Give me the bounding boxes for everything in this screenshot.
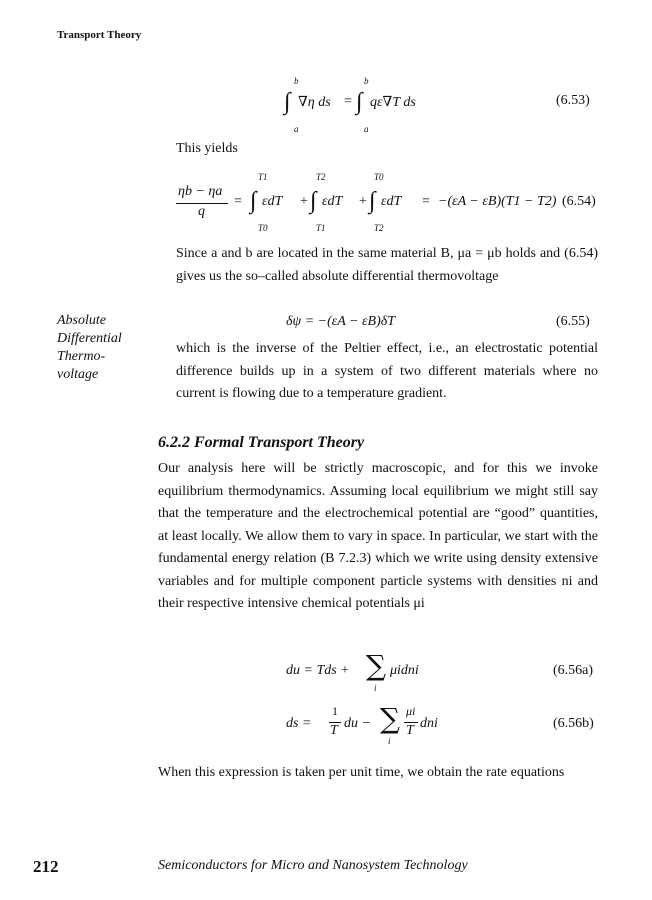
eq-654-int1-lower: T0: [258, 223, 268, 233]
paragraph-peltier: which is the inverse of the Peltier effect, i.e., an electrostatic potential difference builds up in a system of two different materials where no current is flowing due to a temperature gradient.: [176, 341, 598, 401]
eq-656b-frac1-num: 1: [332, 704, 338, 718]
eq-654-rhs: −(εA − εB)(T1 − T2): [438, 194, 557, 209]
section-heading: 6.2.2 Formal Transport Theory: [158, 434, 365, 451]
eq-654-int2-upper: T2: [316, 172, 326, 182]
eq-654-int1-sign: ∫: [250, 188, 257, 214]
eq-654-int3-lower: T2: [374, 223, 384, 233]
eq-656a-number: (6.56a): [553, 663, 594, 678]
eq-656b-number: (6.56b): [553, 716, 594, 731]
eq-654-plus-2: +: [359, 194, 367, 209]
eq-656b-sum-sign: ∑: [380, 702, 400, 735]
paragraph-since: Since a and b are located in the same material B, μa = μb holds and (6.54) gives us the so–called absolute differential thermovoltage: [176, 246, 598, 284]
eq-656b-frac2-den: T: [406, 723, 414, 738]
margin-note: [57, 312, 157, 384]
page-number: 212: [33, 857, 59, 876]
eq-655-number: (6.55): [556, 314, 590, 329]
eq-656a-sum-sign: ∑: [366, 649, 386, 682]
eq-656b-frac2-num: μi: [406, 704, 416, 718]
eq-654-int2-lower: T1: [316, 223, 326, 233]
eq-653-equals: =: [344, 94, 352, 109]
eq-653-lhs-lower-limit: a: [294, 124, 299, 134]
eq-656a-sum-index: i: [374, 683, 377, 693]
eq-656b-sum-index: i: [388, 736, 391, 746]
eq-653-rhs-upper-limit: b: [364, 76, 369, 86]
eq-653-lhs-integral-sign: ∫: [284, 89, 291, 115]
eq-654-plus-1: +: [300, 194, 308, 209]
eq-654-int1-upper: T1: [258, 172, 268, 182]
eq-653-rhs-lower-limit: a: [364, 124, 369, 134]
eq-653-rhs-body: qε∇T ds: [370, 95, 416, 110]
eq-654-int3-body: εdT: [381, 194, 402, 209]
eq-656b-frac1-den: T: [330, 723, 338, 738]
eq-653-rhs-integral-sign: ∫: [356, 89, 363, 115]
eq-656b-lhs: ds =: [286, 716, 312, 731]
margin-note-line-3: Thermo-: [57, 349, 106, 364]
eq-653-lhs-body: ∇η ds: [298, 95, 331, 110]
equation-6-53: [280, 72, 440, 134]
footer-book-title: Semiconductors for Micro and Nanosystem Technology: [158, 858, 468, 873]
margin-note-line-4: voltage: [57, 367, 99, 382]
equation-6-54: [176, 168, 556, 238]
paragraph-analysis: Our analysis here will be strictly macroscopic, and for this we invoke equilibrium thermodynamics. Assuming local equilibrium we might still say that the temperature and the electrochemical potential are “good” quantities, at least locally. We allow them to vary in space. In particular, we start with the fundamental energy relation (B 7.2.3) which we write using density extensive variables and for multiple component particle systems with densities ni and their respective intensive chemical potentials μi: [158, 461, 598, 611]
margin-note-line-1: Absolute: [57, 313, 106, 328]
margin-note-line-2: Differential: [57, 331, 122, 346]
eq-656a-rhs: μidni: [390, 663, 419, 678]
text-this-yields: This yields: [176, 141, 238, 156]
running-header: Transport Theory: [57, 29, 142, 41]
equation-6-56b: [286, 702, 506, 752]
eq-654-int2-sign: ∫: [310, 188, 317, 214]
eq-653-number: (6.53): [556, 93, 590, 108]
eq-656b-rhs: dni: [420, 716, 438, 731]
paragraph-rate-equations: When this expression is taken per unit time, we obtain the rate equations: [158, 765, 565, 780]
eq-654-int3-upper: T0: [374, 172, 384, 182]
eq-655-body: δψ = −(εA − εB)δT: [286, 314, 396, 329]
eq-654-int1-body: εdT: [262, 194, 283, 209]
eq-653-lhs-upper-limit: b: [294, 76, 299, 86]
eq-654-fraction-numerator: ηb − ηa: [178, 184, 223, 199]
eq-654-number: (6.54): [562, 194, 596, 209]
eq-654-equals: =: [234, 194, 242, 209]
eq-654-fraction-denominator: q: [198, 204, 205, 219]
eq-654-int3-sign: ∫: [369, 188, 376, 214]
eq-654-equals-2: =: [422, 194, 430, 209]
eq-656b-mid: du −: [344, 716, 371, 731]
eq-656a-lhs: du = Tds +: [286, 663, 350, 678]
equation-6-56a: [286, 649, 486, 697]
eq-654-int2-body: εdT: [322, 194, 343, 209]
